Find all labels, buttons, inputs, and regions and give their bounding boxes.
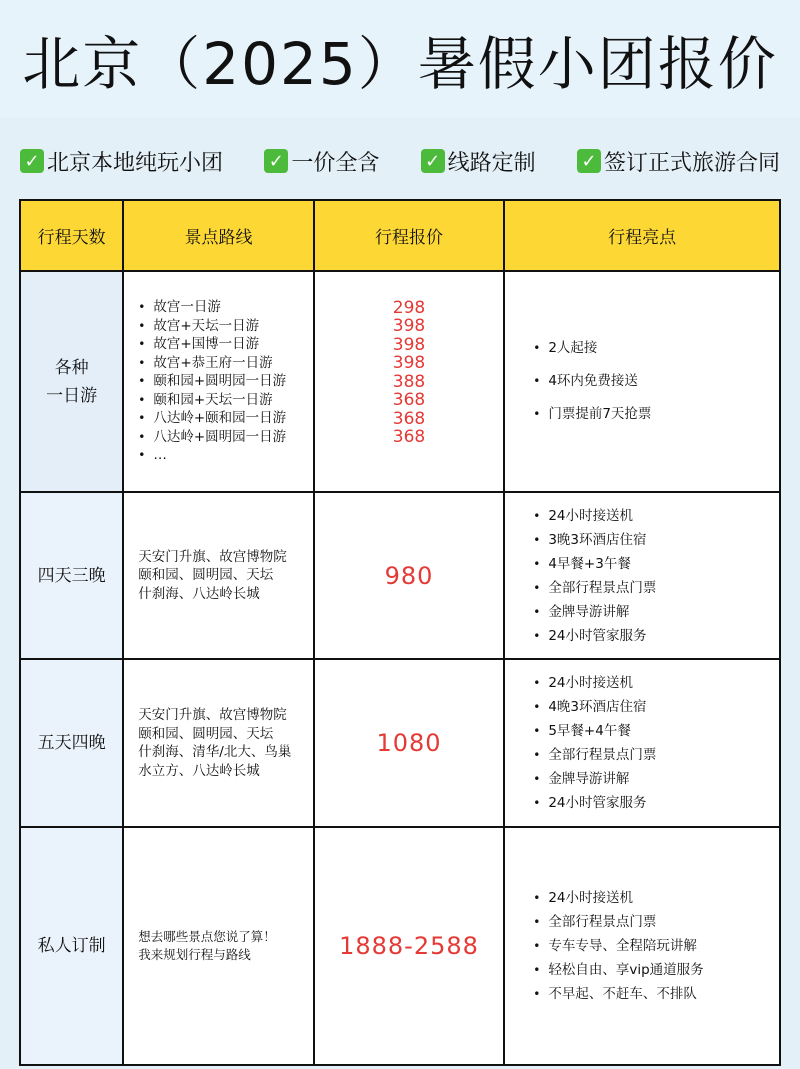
highlight-item: • 24小时接送机 xyxy=(533,504,779,528)
day-cell xyxy=(20,271,123,492)
highlight-item: • 4环内免费接送 xyxy=(533,365,779,398)
feature-label: 北京本地纯玩小团 xyxy=(47,150,224,176)
day-cell: 五天四晚 xyxy=(20,659,123,827)
price-value: 368 xyxy=(392,427,426,447)
day-cell: 私人订制 xyxy=(20,827,123,1065)
check-icon: ✓ xyxy=(421,149,445,173)
highlight-item: • 24小时接送机 xyxy=(533,671,779,695)
check-icon: ✓ xyxy=(20,149,44,173)
header-route: 景点路线 xyxy=(123,200,314,271)
highlight-item: • 4早餐+3午餐 xyxy=(533,552,779,576)
route-item: • 故宫+天坛一日游 xyxy=(138,317,313,336)
highlight-item: • 全部行程景点门票 xyxy=(533,910,779,934)
header-highlights: 行程亮点 xyxy=(504,200,780,271)
header-price: 行程报价 xyxy=(314,200,505,271)
highlights-cell xyxy=(504,659,780,827)
highlight-item: • 不早起、不赶车、不排队 xyxy=(533,982,779,1006)
price-cell: 980 xyxy=(314,492,505,659)
price-value: 298 xyxy=(392,297,426,318)
highlight-item: • 门票提前7天抢票 xyxy=(533,398,779,431)
highlight-item: • 全部行程景点门票 xyxy=(533,743,779,767)
price-cell: 1080 xyxy=(314,659,505,827)
header-days: 行程天数 xyxy=(20,200,123,271)
route-line: 颐和园、圆明园、天坛 xyxy=(138,725,274,742)
route-line: 想去哪些景点您说了算！ xyxy=(138,928,276,944)
highlight-item: • 专车专导、全程陪玩讲解 xyxy=(533,934,779,958)
route-item: • 故宫+恭王府一日游 xyxy=(138,354,313,373)
price-value: 388 xyxy=(392,371,426,392)
feature-item xyxy=(577,146,780,177)
route-line: 什刹海、清华/北大、鸟巢 xyxy=(138,744,292,760)
check-icon: ✓ xyxy=(264,149,288,173)
route-cell xyxy=(123,492,314,659)
price-table xyxy=(19,199,781,1066)
price-value: 368 xyxy=(392,390,426,410)
route-line: 什刹海、八达岭长城 xyxy=(138,585,260,602)
route-line: 我来规划行程与路线 xyxy=(138,947,251,962)
highlight-item: • 4晚3环酒店住宿 xyxy=(533,695,779,719)
route-item: • 颐和园+圆明园一日游 xyxy=(138,372,313,391)
feature-label: 线路定制 xyxy=(447,150,536,176)
highlight-item: • 全部行程景点门票 xyxy=(533,576,779,600)
table-row xyxy=(20,271,780,492)
day-cell: 四天三晚 xyxy=(20,492,123,659)
check-icon: ✓ xyxy=(577,149,601,173)
route-line: 水立方、八达岭长城 xyxy=(138,762,260,779)
price-value: 398 xyxy=(392,334,426,355)
price-cell: 1888-2588 xyxy=(314,827,505,1065)
feature-item xyxy=(264,146,379,177)
highlight-item: • 5早餐+4午餐 xyxy=(533,719,779,743)
price-value: 398 xyxy=(392,316,426,336)
feature-item xyxy=(20,146,223,177)
highlights-cell xyxy=(504,271,780,492)
route-line: 颐和园、圆明园、天坛 xyxy=(138,567,274,584)
route-cell xyxy=(123,271,314,492)
feature-bar xyxy=(20,130,780,192)
route-item: • 八达岭+圆明园一日游 xyxy=(138,428,313,447)
highlight-item: • 3晚3环酒店住宿 xyxy=(533,528,779,552)
price-value: 368 xyxy=(392,408,426,429)
route-item: • 故宫一日游 xyxy=(138,298,313,317)
route-line: 天安门升旗、故宫博物院 xyxy=(138,707,287,723)
price-cell xyxy=(314,271,505,492)
table-row xyxy=(20,492,780,659)
highlight-item: • 轻松自由、享vip通道服务 xyxy=(533,958,779,982)
route-item: • 故宫+国博一日游 xyxy=(138,335,313,354)
table-header-row xyxy=(20,200,780,271)
route-item: • 颐和园+天坛一日游 xyxy=(138,391,313,410)
route-item: • … xyxy=(138,446,313,465)
feature-item xyxy=(421,146,536,177)
route-cell xyxy=(123,827,314,1065)
feature-label: 一价全含 xyxy=(291,150,380,176)
route-cell xyxy=(123,659,314,827)
highlight-item: • 24小时管家服务 xyxy=(533,791,779,815)
highlight-item: • 金牌导游讲解 xyxy=(533,767,779,791)
highlights-cell xyxy=(504,492,780,659)
page-title: 北京（2025）暑假小团报价 xyxy=(0,0,800,118)
highlight-item: • 24小时接送机 xyxy=(533,886,779,910)
highlight-item: • 2人起接 xyxy=(533,332,779,365)
highlights-cell xyxy=(504,827,780,1065)
highlight-item: • 24小时管家服务 xyxy=(533,624,779,648)
table-row xyxy=(20,827,780,1065)
route-item: • 八达岭+颐和园一日游 xyxy=(138,409,313,428)
price-value: 398 xyxy=(392,353,426,373)
feature-label: 签订正式旅游合同 xyxy=(603,150,780,176)
day-label: 一日游 xyxy=(46,385,98,406)
highlight-item: • 金牌导游讲解 xyxy=(533,600,779,624)
route-line: 天安门升旗、故宫博物院 xyxy=(138,548,287,565)
day-label: 各种 xyxy=(54,357,89,378)
table-row xyxy=(20,659,780,827)
